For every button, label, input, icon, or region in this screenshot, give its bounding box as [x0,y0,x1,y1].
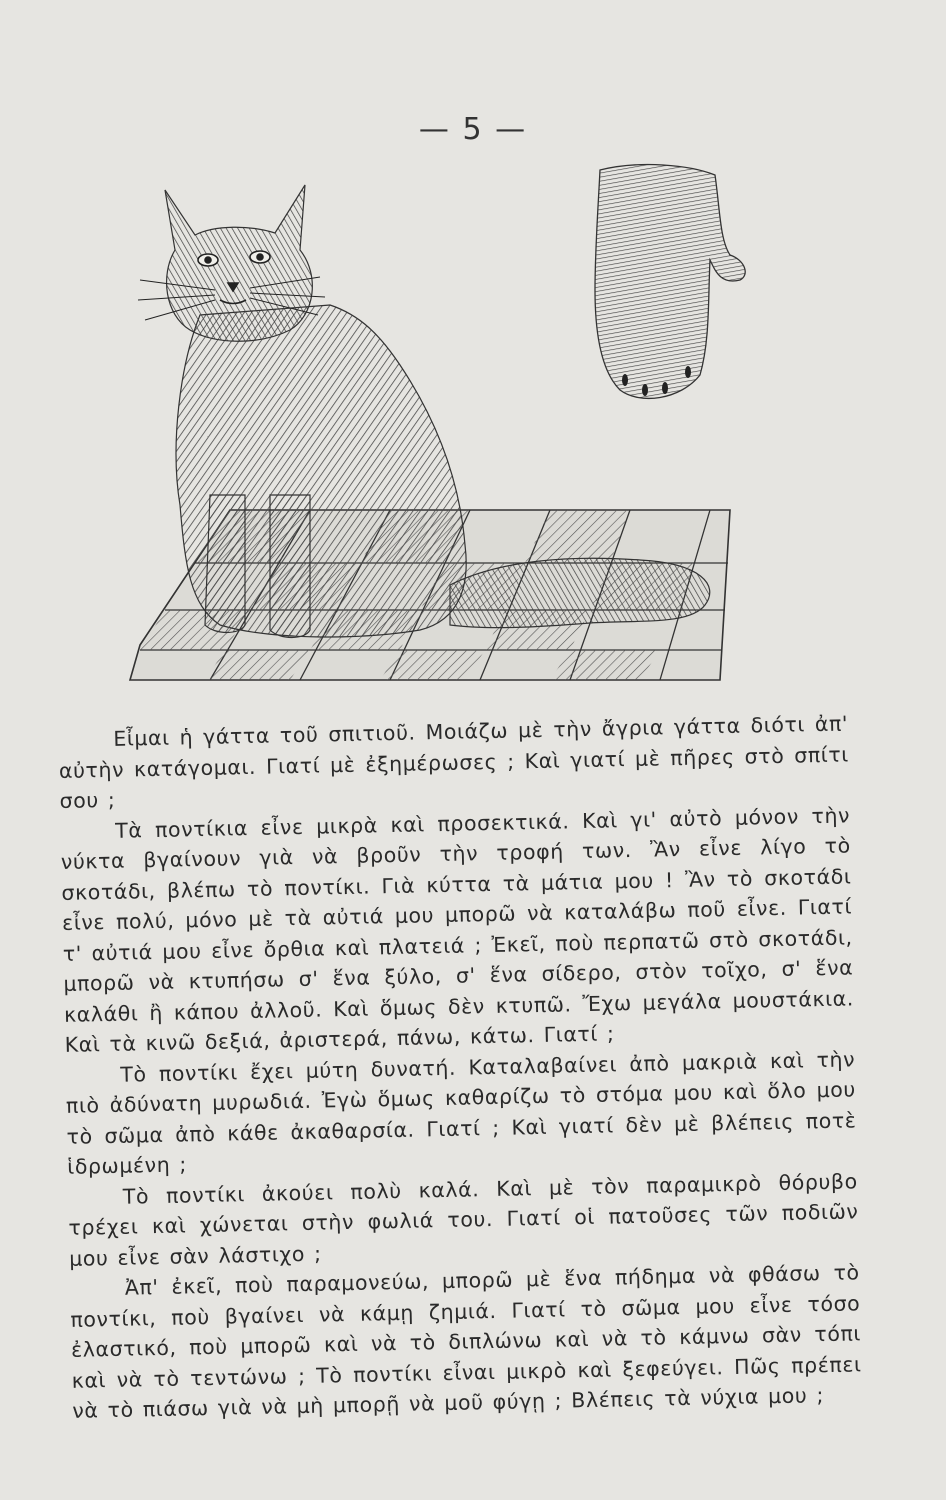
paragraph: Τὰ ποντίκια εἶνε μικρὰ καὶ προσεκτικά. Καὶ γι' αὐτὸ μόνον τὴν νύκτα βγαίνουν γιὰ νὰ βροῦν τὴν τροφή των. Ἂν εἶνε λίγο τὸ σκοτάδι, βλέπω τὸ ποντίκι. Γιὰ κύττα τὰ μάτια μου ! Ἂν τὸ σκοτάδι εἶνε πολύ, μόνο μὲ τὰ αὐτιά μου μπορῶ νὰ καταλάβω ποῦ εἶνε. Γιατί τ' αὐτιά μου εἶνε ὄρθια καὶ πλατειά ; Ἐκεῖ, ποὺ περπατῶ στὸ σκοτάδι, μπορῶ νὰ κτυπήσω σ' ἕνα ξύλο, σ' ἕνα σίδερο, στὸν τοῖχο, σ' ἕνα καλάθι ἢ κάπου ἀλλοῦ. Καὶ ὅμως δὲν κτυπῶ. Ἔχω μεγάλα μουστάκια. Καὶ τὰ κινῶ δεξιά, ἀριστερά, πάνω, κάτω. Γιατί ; [60,802,855,1057]
page-number: — 5 — [418,112,528,147]
paw-illustration [580,160,755,410]
cat-head [165,185,312,341]
paragraph: Τὸ ποντίκι ἀκούει πολὺ καλά. Καὶ μὲ τὸν παραμικρὸ θόρυβο τρέχει καὶ χώνεται στὴν φωλιά του. Γιατί οἱ πατοῦσες τῶν ποδιῶν μου εἶνε σὰν λάστιχο ; [68,1168,859,1271]
body-text [58,708,863,1426]
paragraph: Ἀπ' ἐκεῖ, ποὺ παραμονεύω, μπορῶ μὲ ἕνα πήδημα νὰ φθάσω τὸ ποντίκι, ποὺ βγαίνει νὰ κάμῃ ζημιά. Γιατί τὸ σῶμα μου εἶνε τόσο ἐλαστικό, ποὺ μπορῶ καὶ νὰ τὸ διπλώνω καὶ νὰ τὸ κάμνω σὰν τόπι καὶ νὰ τὸ τεντώνω ; Τὸ ποντίκι εἶναι μικρὸ καὶ ξεφεύγει. Πῶς πρέπει νὰ τὸ πιάσω γιὰ νὰ μὴ μπορῇ νὰ μοῦ φύγῃ ; Βλέπεις τὰ νύχια μου ; [70,1260,862,1423]
paragraph: Εἶμαι ἡ γάττα τοῦ σπιτιοῦ. Μοιάζω μὲ τὴν ἄγρια γάττα διότι ἀπ' αὐτὴν κατάγομαι. Γιατί μὲ ἐξημέρωσες ; Καὶ γιατί μὲ πῆρες στὸ σπίτι σου ; [58,711,850,813]
paragraph: Τὸ ποντίκι ἔχει μύτη δυνατή. Καταλαβαίνει ἀπὸ μακριὰ καὶ τὴν πιὸ ἀδύνατη μυρωδιά. Ἐγὼ ὅμως καθαρίζω τὸ στόμα μου καὶ ὅλο μου τὸ σῶμα ἀπὸ κάθε ἀκαθαρσία. Γιατί ; Καὶ γιατί δὲν μὲ βλέπεις ποτὲ ἱδρωμένη ; [65,1046,857,1179]
